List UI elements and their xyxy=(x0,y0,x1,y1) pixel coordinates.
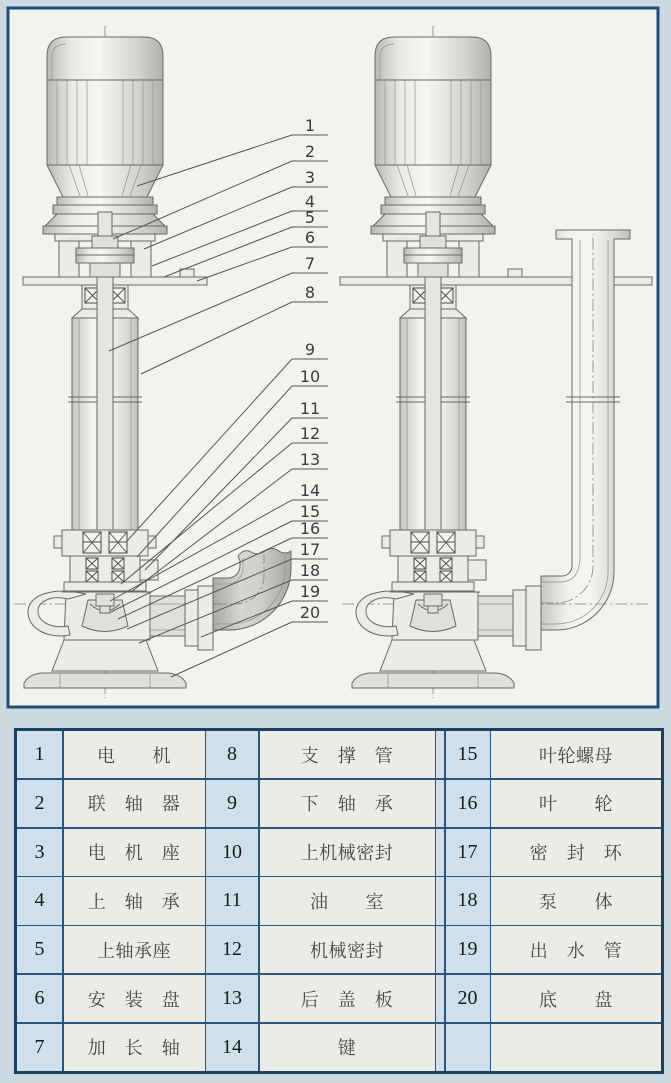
table-group-divider xyxy=(436,877,444,924)
part-number-cell: 17 xyxy=(446,829,490,876)
part-number-cell: 7 xyxy=(17,1024,62,1071)
part-name-cell: 下 轴 承 xyxy=(260,780,435,827)
part-name-cell: 泵 体 xyxy=(491,877,661,924)
callout-number: 3 xyxy=(304,168,316,187)
callout-number: 17 xyxy=(299,540,321,559)
part-number-cell: 3 xyxy=(17,829,62,876)
table-group-divider xyxy=(436,975,444,1022)
callout-number: 20 xyxy=(299,603,321,622)
part-name-cell: 上 轴 承 xyxy=(64,877,205,924)
part-number-cell: 13 xyxy=(206,975,258,1022)
callout-number: 13 xyxy=(299,450,321,469)
callout-number: 10 xyxy=(299,367,321,386)
part-name-cell: 后 盖 板 xyxy=(260,975,435,1022)
table-group-divider xyxy=(436,926,444,973)
part-name-cell: 联 轴 器 xyxy=(64,780,205,827)
callout-number: 12 xyxy=(299,424,321,443)
part-number-cell: 11 xyxy=(206,877,258,924)
callout-number: 9 xyxy=(304,340,316,359)
table-group-divider xyxy=(436,829,444,876)
part-number-cell: 9 xyxy=(206,780,258,827)
part-number-cell: 8 xyxy=(206,731,258,778)
part-name-cell: 叶轮螺母 xyxy=(491,731,661,778)
part-name-cell: 机械密封 xyxy=(260,926,435,973)
callout-number: 14 xyxy=(299,481,321,500)
part-name-cell: 上机械密封 xyxy=(260,829,435,876)
parts-table xyxy=(14,728,664,1074)
part-name-cell: 电 机 座 xyxy=(64,829,205,876)
callout-number: 18 xyxy=(299,561,321,580)
callout-number: 16 xyxy=(299,519,321,538)
part-number-cell: 19 xyxy=(446,926,490,973)
part-name-cell xyxy=(491,1024,661,1071)
callout-number: 15 xyxy=(299,502,321,521)
part-number-cell: 20 xyxy=(446,975,490,1022)
callout-number: 19 xyxy=(299,582,321,601)
part-name-cell: 出 水 管 xyxy=(491,926,661,973)
callout-number: 7 xyxy=(304,254,316,273)
part-number-cell: 2 xyxy=(17,780,62,827)
callout-number: 8 xyxy=(304,283,316,302)
part-number-cell: 6 xyxy=(17,975,62,1022)
table-group-divider xyxy=(436,731,444,778)
part-number-cell: 16 xyxy=(446,780,490,827)
part-number-cell: 4 xyxy=(17,877,62,924)
part-name-cell: 安 装 盘 xyxy=(64,975,205,1022)
part-number-cell: 14 xyxy=(206,1024,258,1071)
callout-number: 1 xyxy=(304,116,316,135)
part-name-cell: 上轴承座 xyxy=(64,926,205,973)
part-number-cell: 5 xyxy=(17,926,62,973)
part-name-cell: 加 长 轴 xyxy=(64,1024,205,1071)
table-group-divider xyxy=(436,780,444,827)
part-name-cell: 底 盘 xyxy=(491,975,661,1022)
callout-number: 4 xyxy=(304,192,316,211)
part-name-cell: 键 xyxy=(260,1024,435,1071)
part-number-cell: 1 xyxy=(17,731,62,778)
part-number-cell: 18 xyxy=(446,877,490,924)
table-group-divider xyxy=(436,1024,444,1071)
callout-number: 5 xyxy=(304,208,316,227)
part-name-cell: 油 室 xyxy=(260,877,435,924)
part-name-cell: 叶 轮 xyxy=(491,780,661,827)
callout-number: 11 xyxy=(299,399,321,418)
part-name-cell: 密 封 环 xyxy=(491,829,661,876)
part-number-cell: 12 xyxy=(206,926,258,973)
part-name-cell: 电 机 xyxy=(64,731,205,778)
part-number-cell: 10 xyxy=(206,829,258,876)
callout-number: 6 xyxy=(304,228,316,247)
callout-number: 2 xyxy=(304,142,316,161)
part-number-cell xyxy=(446,1024,490,1071)
part-name-cell: 支 撑 管 xyxy=(260,731,435,778)
part-number-cell: 15 xyxy=(446,731,490,778)
